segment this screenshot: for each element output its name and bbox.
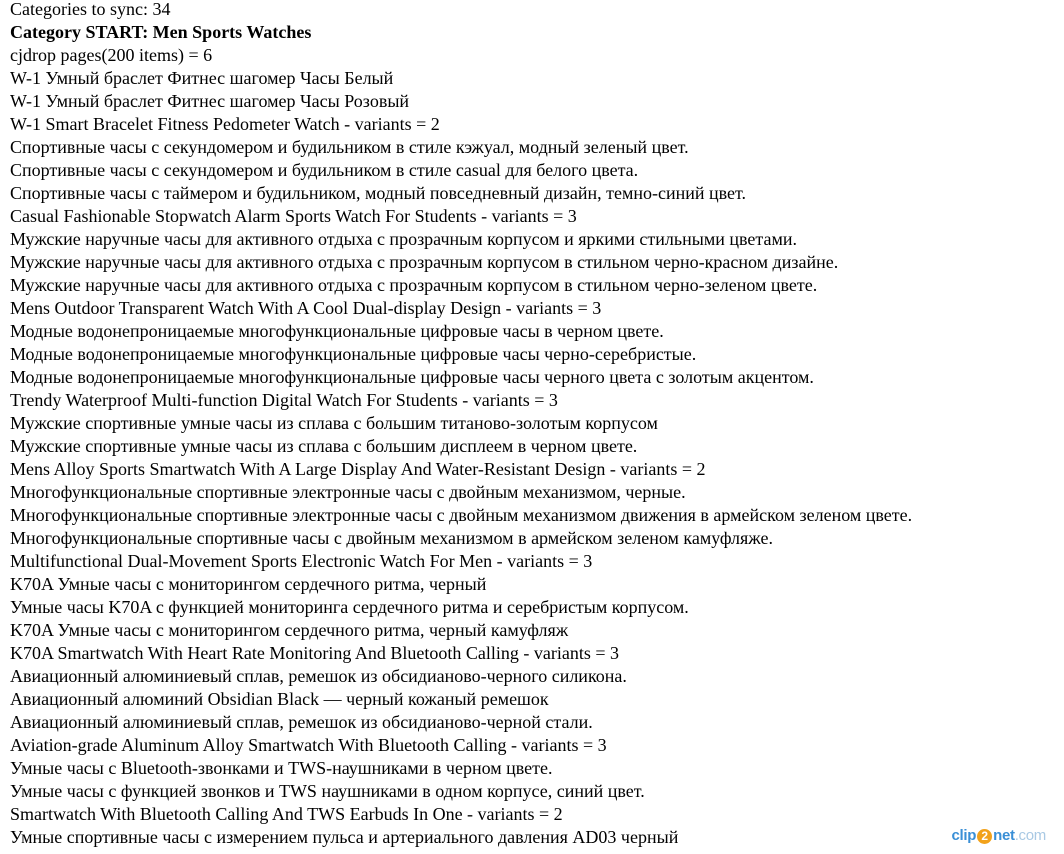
log-line: Модные водонепроницаемые многофункциональные цифровые часы в черном цвете. xyxy=(10,321,664,341)
watermark-text-clip: clip xyxy=(951,827,977,844)
log-line: Модные водонепроницаемые многофункциональные цифровые часы черно-серебристые. xyxy=(10,344,697,364)
log-line: Многофункциональные спортивные часы с двойным механизмом в армейском зеленом камуфляже. xyxy=(10,528,773,548)
log-line: Мужские наручные часы для активного отдыха с прозрачным корпусом в стильном черно-зеленом цвете. xyxy=(10,275,818,295)
log-line: Умные спортивные часы с измерением пульса и артериального давления AD03 черный xyxy=(10,827,679,847)
log-line-categories-count: Categories to sync: 34 xyxy=(10,0,171,19)
log-line: Многофункциональные спортивные электронные часы с двойным механизмом, черные. xyxy=(10,482,686,502)
log-line-product-summary: K70A Smartwatch With Heart Rate Monitoring And Bluetooth Calling - variants = 3 xyxy=(10,643,620,663)
log-line: Мужские спортивные умные часы из сплава с большим дисплеем в черном цвете. xyxy=(10,436,638,456)
log-line: Умные часы с функцией звонков и TWS наушниками в одном корпусе, синий цвет. xyxy=(10,781,645,801)
log-line: Многофункциональные спортивные электронные часы с двойным механизмом движения в армейском зеленом цвете. xyxy=(10,505,913,525)
log-line: K70A Умные часы с мониторингом сердечного ритма, черный камуфляж xyxy=(10,620,569,640)
log-line: Мужские наручные часы для активного отдыха с прозрачным корпусом в стильном черно-красном дизайне. xyxy=(10,252,839,272)
log-line: W-1 Умный браслет Фитнес шагомер Часы Белый xyxy=(10,68,394,88)
log-line: K70A Умные часы с мониторингом сердечного ритма, черный xyxy=(10,574,487,594)
log-line-product-summary: Multifunctional Dual-Movement Sports Electronic Watch For Men - variants = 3 xyxy=(10,551,593,571)
log-line-product-summary: Mens Outdoor Transparent Watch With A Cool Dual-display Design - variants = 3 xyxy=(10,298,602,318)
log-line: Спортивные часы с секундомером и будильником в стиле casual для белого цвета. xyxy=(10,160,639,180)
log-line-product-summary: W-1 Smart Bracelet Fitness Pedometer Watch - variants = 2 xyxy=(10,114,440,134)
log-line-product-summary: Aviation-grade Aluminum Alloy Smartwatch With Bluetooth Calling - variants = 3 xyxy=(10,735,607,755)
log-line: Мужские наручные часы для активного отдыха с прозрачным корпусом и яркими стильными цветами. xyxy=(10,229,797,249)
clip2net-watermark-logo xyxy=(951,827,1046,844)
log-line-product-summary: Casual Fashionable Stopwatch Alarm Sports Watch For Students - variants = 3 xyxy=(10,206,577,226)
log-line: W-1 Умный браслет Фитнес шагомер Часы Розовый xyxy=(10,91,410,111)
log-line-category-start: Category START: Men Sports Watches xyxy=(10,22,312,42)
watermark-text-com: .com xyxy=(1014,827,1046,844)
log-line: Модные водонепроницаемые многофункциональные цифровые часы черного цвета с золотым акцентом. xyxy=(10,367,814,387)
log-line: Авиационный алюминиевый сплав, ремешок из обсидианово-черного силикона. xyxy=(10,666,627,686)
watermark-badge-icon: 2 xyxy=(977,829,992,844)
log-line-product-summary: Smartwatch With Bluetooth Calling And TWS Earbuds In One - variants = 2 xyxy=(10,804,563,824)
watermark-text-net: net xyxy=(993,827,1015,844)
log-line: Авиационный алюминиевый сплав, ремешок из обсидианово-черной стали. xyxy=(10,712,593,732)
sync-log-output xyxy=(10,0,1064,849)
log-line: Спортивные часы с секундомером и будильником в стиле кэжуал, модный зеленый цвет. xyxy=(10,137,689,157)
log-line: Спортивные часы с таймером и будильником, модный повседневный дизайн, темно-синий цвет. xyxy=(10,183,747,203)
log-line-pages: cjdrop pages(200 items) = 6 xyxy=(10,45,213,65)
log-line: Умные часы K70A с функцией мониторинга сердечного ритма и серебристым корпусом. xyxy=(10,597,689,617)
log-line-product-summary: Trendy Waterproof Multi-function Digital Watch For Students - variants = 3 xyxy=(10,390,558,410)
log-line: Умные часы с Bluetooth-звонками и TWS-наушниками в черном цвете. xyxy=(10,758,553,778)
log-line: Авиационный алюминий Obsidian Black — черный кожаный ремешок xyxy=(10,689,549,709)
log-line-product-summary: Mens Alloy Sports Smartwatch With A Large Display And Water-Resistant Design - variants = 2 xyxy=(10,459,706,479)
log-line: Мужские спортивные умные часы из сплава с большим титаново-золотым корпусом xyxy=(10,413,658,433)
